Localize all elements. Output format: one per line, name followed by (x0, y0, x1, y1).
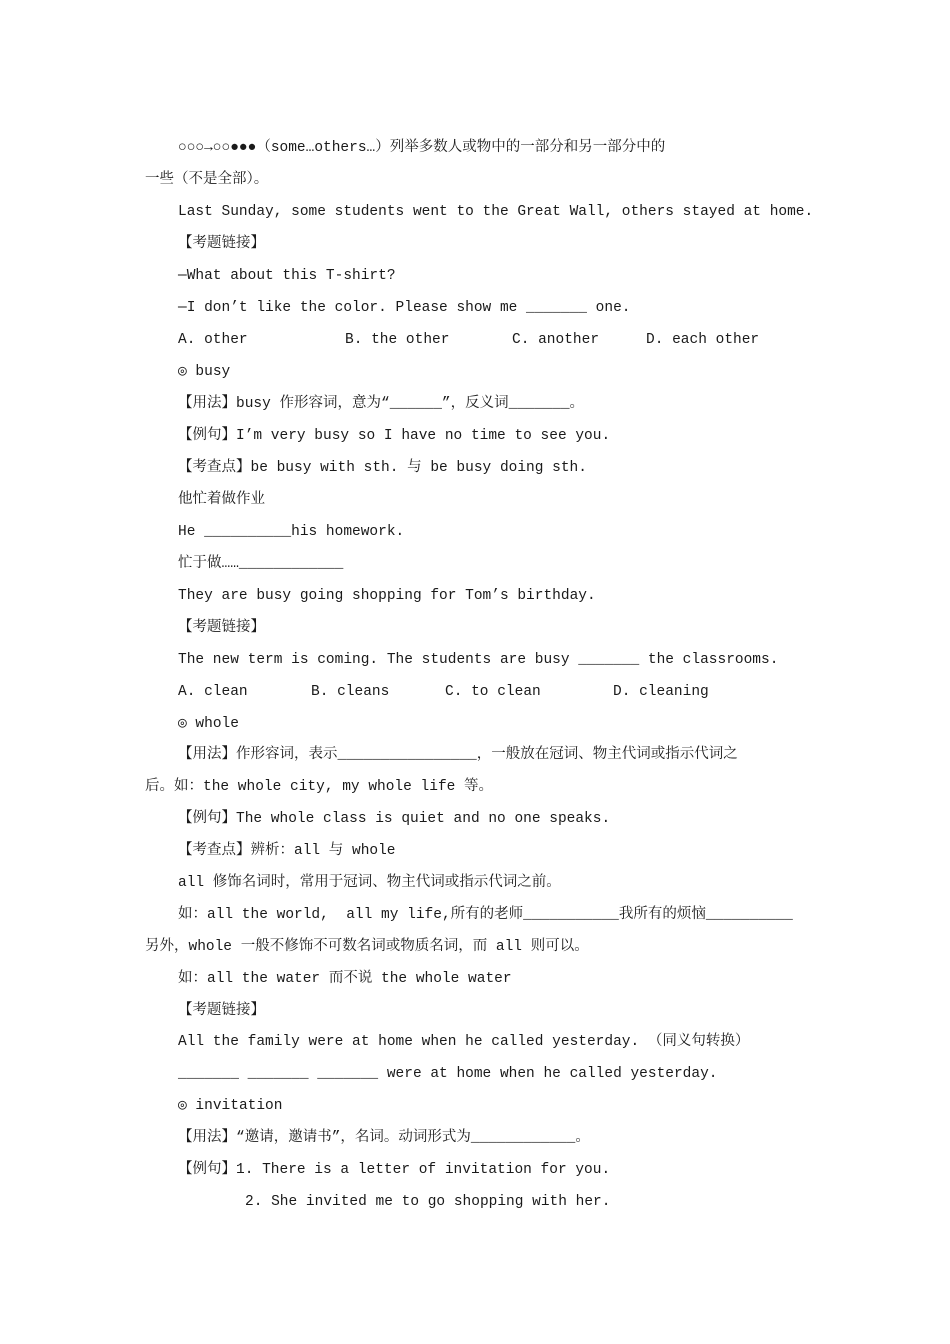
key-point-line: 【考查点】be busy with sth. 与 be busy doing sth. (178, 460, 587, 476)
example-sentence: They are busy going shopping for Tom’s birthday. (178, 588, 596, 604)
option-c: C. to clean (445, 684, 541, 700)
example-line: 【例句】I’m very busy so I have no time to see you. (178, 428, 611, 444)
example-sentence: Last Sunday, some students went to the Great Wall, others stayed at home. (178, 204, 814, 220)
example-line: 【例句】The whole class is quiet and no one speaks. (178, 811, 611, 827)
text-line: 另外，whole 一般不修饰不可数名词或物质名词，而 all 则可以。 (145, 939, 589, 955)
fill-blank-line: _______ _______ _______ were at home when he called yesterday. (178, 1066, 718, 1082)
question-line: The new term is coming. The students are busy _______ the classrooms. (178, 652, 779, 668)
text-line: 后。如：the whole city, my whole life 等。 (145, 779, 494, 795)
option-b: B. the other (345, 332, 450, 348)
text-line: ○○○→○○●●●（some…others…）列举多数人或物中的一部分和另一部分中的 (178, 140, 666, 156)
section-heading: 【考题链接】 (178, 1003, 265, 1019)
option-d: D. cleaning (613, 684, 709, 700)
option-a: A. clean (178, 684, 248, 700)
section-heading: 【考题链接】 (178, 236, 265, 252)
option-d: D. each other (646, 332, 760, 348)
usage-line: 【用法】“邀请，邀请书”，名词。动词形式为____________。 (178, 1130, 590, 1146)
fill-blank-line: He __________his homework. (178, 524, 405, 540)
text-line: 一些（不是全部）。 (145, 172, 269, 188)
option-a: A. other (178, 332, 248, 348)
question-line: All the family were at home when he called yesterday. （同义句转换） (178, 1034, 750, 1050)
example-line: 【例句】1. There is a letter of invitation for you. (178, 1162, 611, 1178)
fill-blank-line: 如：all the world, all my life,所有的老师___________我所有的烦恼__________ (178, 907, 793, 923)
entry-heading: ◎ invitation (178, 1098, 283, 1114)
option-b: B. cleans (311, 684, 390, 700)
text-line: 如：all the water 而不说 the whole water (178, 971, 512, 987)
key-point-line: 【考查点】辨析：all 与 whole (178, 843, 396, 859)
entry-heading: ◎ whole (178, 716, 239, 732)
usage-line: 【用法】作形容词，表示________________，一般放在冠词、物主代词或指示代词之 (178, 747, 738, 763)
option-c: C. another (512, 332, 600, 348)
entry-heading: ◎ busy (178, 364, 231, 380)
text-line: all 修饰名词时，常用于冠词、物主代词或指示代词之前。 (178, 875, 561, 891)
dialogue-line: —I don’t like the color. Please show me _______ one. (178, 300, 631, 316)
usage-line: 【用法】busy 作形容词，意为“______”，反义词_______。 (178, 396, 585, 412)
example-line: 2. She invited me to go shopping with her. (245, 1194, 611, 1210)
dialogue-line: —What about this T-shirt? (178, 268, 396, 284)
fill-blank-line: 忙于做……____________ (178, 556, 344, 572)
text-line: 他忙着做作业 (178, 492, 265, 508)
section-heading: 【考题链接】 (178, 620, 265, 636)
